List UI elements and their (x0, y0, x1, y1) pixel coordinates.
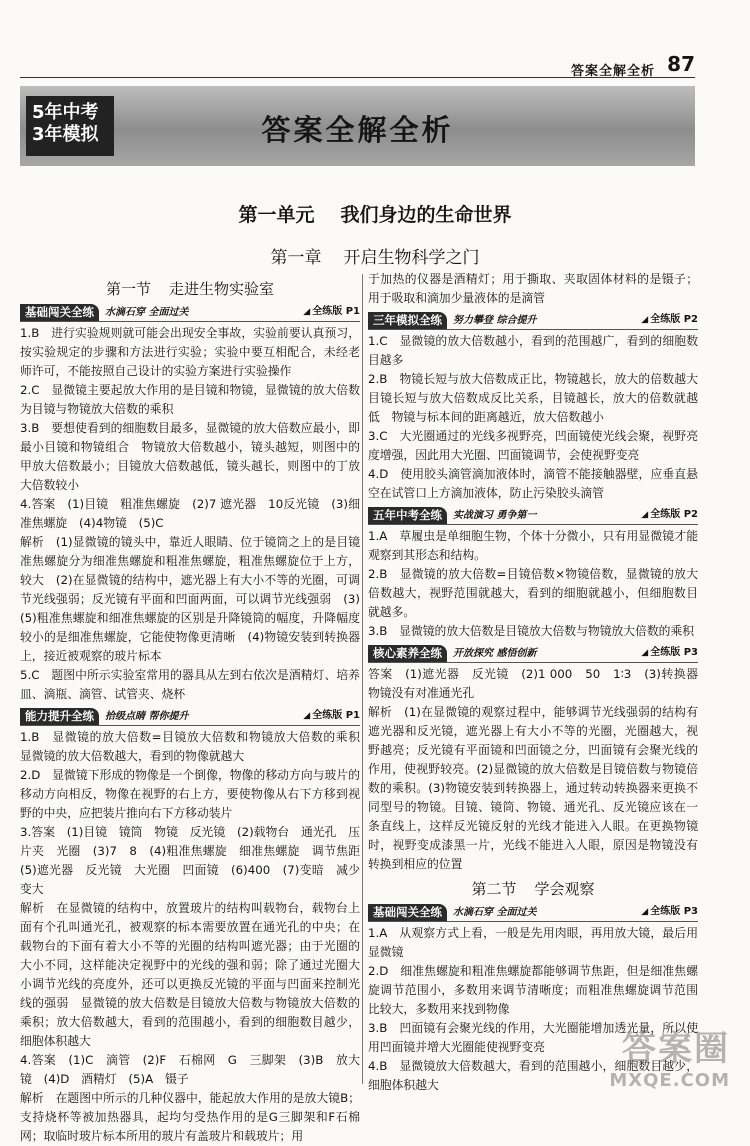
answer-item: 于加热的仪器是酒精灯；用于撕取、夹取固体材料的是镊子；用于吸取和滴加少量液体的是滴管 (368, 272, 698, 305)
title-banner (20, 86, 695, 166)
answer-item: 3.B 显微镜的放大倍数是目镜放大倍数与物镜放大倍数的乘积 (368, 624, 695, 638)
answer-item: 1.B 显微镜的放大倍数=目镜放大倍数和物镜放大倍数的乘积 显微镜的放大倍数越大，看到的物像就越大 (20, 730, 372, 763)
chapter-title (0, 243, 750, 268)
tag-ref: ◢ 全练版 P3 (641, 643, 698, 663)
answer-item: 1.B 进行实验规则就可能会出现安全事故，实验前要认真预习，按实验规定的步骤和方法进行实验；实验中要互相配合，未经老师许可，不能按照自己设计的实验方案进行实验操作 (20, 326, 360, 378)
section-name: 学会观察 (534, 880, 595, 898)
answer-item: 1.C 显微镜的放大倍数越小，看到的范围越广，看到的细胞数目越多 (368, 334, 698, 367)
tag-ref: ◢ 全练版 P1 (303, 706, 360, 726)
answer-item: 答案 (1)遮光器 反光镜 (2)1 000 50 1∶3 (3)转换器 物镜没有对准通光孔 (368, 667, 710, 700)
answer-item: 4.B 显微镜放大倍数越大，看到的范围越小，细胞数目越少，细胞体积越大 (368, 1059, 698, 1092)
section-number: 第一节 (105, 280, 151, 298)
chapter-number: 第一章 (270, 248, 322, 268)
answer-item: 2.D 显微镜下形成的物像是一个倒像，物像的移动方向与玻片的移动方向相反，物像在视野的右上方，要使物像从右下方移到视野的中央，应把装片推向右下方移动装片 (20, 768, 360, 820)
unit-name: 我们身边的生命世界 (340, 204, 512, 226)
tag-motto: 水滴石穿 全面过关 (105, 306, 189, 318)
tag-name: 基础闯关全练 (20, 304, 99, 321)
exercise-tag (20, 303, 360, 322)
answer-item: 解析 (1)在显微镜的观察过程中，能够调节光线强弱的结构有遮光器和反光镜，遮光器上有大小不等的光圈，光圈越大，视野越亮；反光镜有平面镜和凹面镜之分，凹面镜有会聚光线的作用，使视野较亮。(2)显微镜的放大倍数是目镜倍数与物镜倍数的乘积。(3)物镜安装到转换器上，通过转动转换器来更换不同型号的物镜。目镜、镜筒、物镜、通光孔、反光镜应该在一条直线上，这样反光镜反射的光线才能进入人眼。在更换物镜时，视野变成漆黑一片，光线不能进入人眼，原因是物镜没有转换到相应的位置 (368, 705, 698, 871)
answer-item: 解析 在题图中所示的几种仪器中，能起放大作用的是放大镜B；支持烧杯等被加热器具，起均匀受热作用的是G三脚架和F石棉网；取临时玻片标本所用的玻片有盖玻片和载玻片；用 (20, 1091, 360, 1143)
tag-motto: 拾级点睛 帮你提升 (105, 710, 189, 722)
tag-name: 核心素养全练 (368, 645, 447, 662)
banner-title: 答案全解全析 (261, 113, 454, 147)
exercise-tag (368, 311, 698, 330)
answer-item: 3.B 要想使看到的细胞数目最多，显微镜的放大倍数应最小，即最小目镜和物镜组合 物镜放大倍数越小，镜头越短，则图中的甲放大倍数最小；目镜放大倍数越低，镜头越长，则图中的丁放大倍数较小 (20, 421, 360, 492)
answer-item: 4.答案 (1)C 滴管 (2)F 石棉网 G 三脚架 (3)B 放大镜 (4)D 酒精灯 (5)A 镊子 (20, 1053, 360, 1086)
tag-ref: ◢ 全练版 P2 (641, 310, 698, 330)
tag-ref: ◢ 全练版 P2 (641, 505, 698, 525)
unit-number: 第一单元 (238, 204, 315, 226)
section-number: 第二节 (471, 880, 517, 898)
exercise-tag (368, 644, 698, 663)
page-number: 87 (667, 52, 695, 76)
running-header-label: 答案全解全析 (570, 64, 655, 79)
exercise-tag (368, 506, 698, 525)
answer-item: 1.A 草履虫是单细胞生物，个体十分微小，只有用显微镜才能观察到其形态和结构。 (368, 529, 698, 562)
answer-item: 2.C 显微镜主要起放大作用的是目镜和物镜，显微镜的放大倍数为目镜与物镜放大倍数的乘积 (20, 383, 360, 416)
answer-item: 解析 (1)显微镜的镜头中，靠近人眼睛、位于镜筒之上的是目镜 准焦螺旋分为细准焦螺旋和粗准焦螺旋，粗准焦螺旋位于上方，较大 (2)在显微镜的结构中，遮光器上有大小不等的光圈，可调节光线强弱；反光镜有平面和凹面两面，可以调节光线强弱 (3)(5)粗准焦螺旋和细准焦螺旋的区别是升降镜筒的幅度，升降幅度较小的是细准焦螺旋，它能使物像更清晰 (4)物镜安装到转换器上，接近被观察的玻片标本 (20, 535, 372, 663)
tag-ref: ◢ 全练版 P3 (641, 902, 698, 922)
site-watermark (609, 1021, 730, 1091)
answer-item: 2.B 显微镜的放大倍数=目镜倍数×物镜倍数，显微镜的放大倍数越大，视野范围就越大，看到的细胞就越小，但细胞数目就越多。 (368, 567, 698, 619)
tag-motto: 努力攀登 综合提升 (453, 314, 537, 326)
right-column (368, 270, 710, 1095)
tag-motto: 开放探究 感悟创新 (453, 647, 537, 659)
answer-item: 3.C 大光圈通过的光线多视野亮，凹面镜使光线会聚，视野亮度增强，因此用大光圈、凹面镜调节，会使视野变亮 (368, 429, 698, 462)
logo-line-1: 5年中考 (32, 102, 99, 123)
answer-item: 解析 在显微镜的结构中，放置玻片的结构叫载物台，载物台上面有个孔叫通光孔，被观察的标本需要放置在通光孔的中央；在载物台的下面有着大小不等的光圈的结构叫遮光器；由于光圈的大小不同，这样能决定视野中的光线的强和弱；除了通过光圈大小调节光线的亮度外，还可以更换反光镜的平面与凹面来控制光线的强弱 显微镜的放大倍数是目镜放大倍数与物镜放大倍数的乘积；放大倍数越大，看到的范围越小，看到的细胞数目越少，细胞体积越大 (20, 901, 360, 1048)
answer-item: 3.B 凹面镜有会聚光线的作用，大光圈能增加透光量，所以使用凹面镜并增大光圈能使视野变亮 (368, 1021, 698, 1054)
header-rule (20, 77, 695, 78)
section-title (20, 280, 360, 299)
tag-ref: ◢ 全练版 P1 (303, 302, 360, 322)
left-column (20, 278, 372, 1146)
answer-item: 1.A 从观察方式上看，一般是先用肉眼，再用放大镜，最后用显微镜 (368, 926, 698, 959)
chapter-name: 开启生物科学之门 (343, 248, 480, 268)
tag-motto: 实战演习 勇争第一 (453, 509, 537, 521)
exercise-tag (20, 707, 360, 726)
tag-name: 三年模拟全练 (368, 312, 447, 329)
tag-motto: 水滴石穿 全面过关 (453, 906, 537, 918)
answer-item: 3.答案 (1)目镜 镜筒 物镜 反光镜 (2)载物台 通光孔 压片夹 光圈 (3)7 8 (4)粗准焦螺旋 细准焦螺旋 调节焦距 (5)遮光器 反光镜 大光圈 凹面镜 (6)400 (7)变暗 减少 变大 (20, 825, 372, 896)
section-name: 走进生物实验室 (169, 280, 275, 298)
answer-item: 2.B 物镜长短与放大倍数成正比，物镜越长，放大的倍数越大 目镜长短与放大倍数成反比关系，目镜越长，放大的倍数就越低 物镜与标本间的距离越近，放大倍数越小 (368, 372, 710, 424)
answer-item: 2.D 细准焦螺旋和粗准焦螺旋都能够调节焦距，但是细准焦螺旋调节范围小，多数用来调节清晰度；而粗准焦螺旋调节范围比较大，多数用来找到物像 (368, 964, 698, 1016)
unit-title (0, 200, 750, 227)
exercise-tag (368, 903, 698, 922)
watermark-line-1: 答案圈 (622, 1029, 730, 1069)
tag-name: 五年中考全练 (368, 507, 447, 524)
answer-item: 4.D 使用胶头滴管滴加液体时，滴管不能接触器壁，应垂直悬空在试管口上方滴加液体，防止污染胶头滴管 (368, 467, 698, 500)
column-divider (362, 274, 363, 1084)
answer-item: 4.答案 (1)目镜 粗准焦螺旋 (2)7 遮光器 10反光镜 (3)细准焦螺旋 (4)4物镜 (5)C (20, 497, 360, 530)
section-title (368, 880, 698, 899)
page-top-margin (0, 0, 750, 62)
watermark-line-2: MXQE.COM (609, 1070, 730, 1091)
tag-name: 能力提升全练 (20, 708, 99, 725)
answer-item: 5.C 题图中所示实验室常用的器具从左到右依次是酒精灯、培养皿、滴瓶、滴管、试管夹、烧杯 (20, 668, 360, 701)
logo-line-2: 3年模拟 (32, 124, 99, 145)
tag-name: 基础闯关全练 (368, 904, 447, 921)
